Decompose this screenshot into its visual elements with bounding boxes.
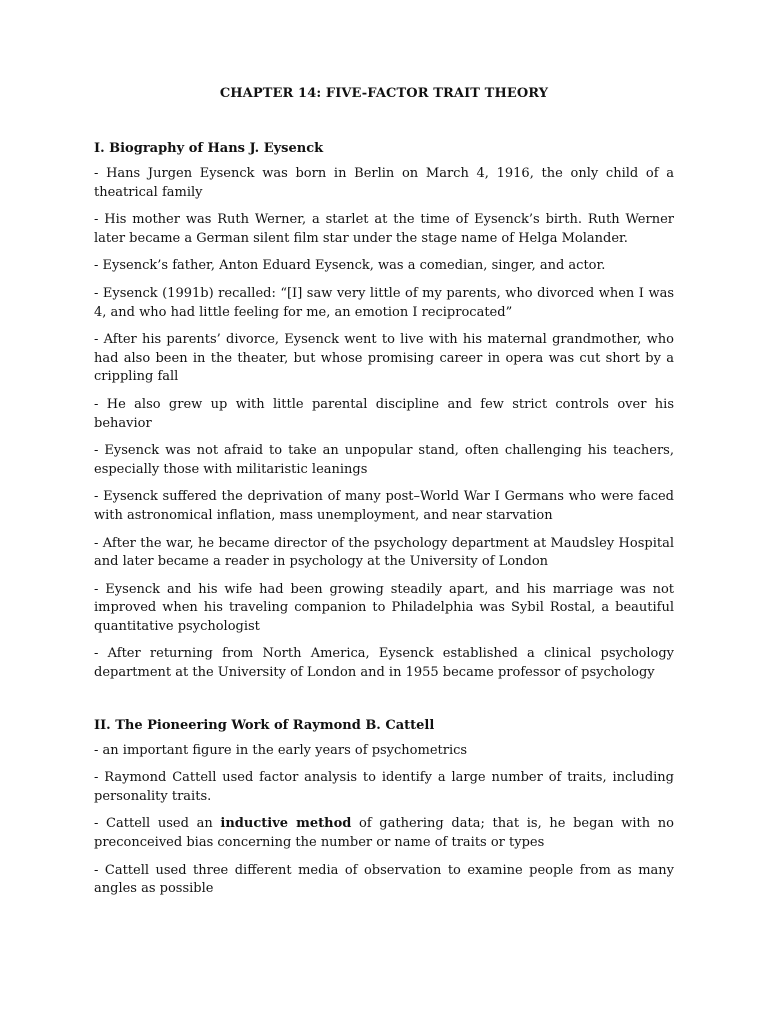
bullet-item: - Raymond Cattell used factor analysis to identify a large number of traits, including personality traits.	[94, 770, 674, 804]
bullet-text: of gathering data; that is, he began with no preconceived bias concerning the number or name of traits or types	[94, 816, 674, 851]
chapter-title: CHAPTER 14: FIVE-FACTOR TRAIT THEORY	[219, 86, 549, 101]
section-eysenck-biography	[94, 141, 674, 683]
bullet-item: - After his parents’ divorce, Eysenck went to live with his maternal grandmother, who had also been in the theater, but whose promising career in opera was cut short by a crippling fall	[94, 332, 674, 385]
section-heading: II. The Pioneering Work of Raymond B. Cattell	[94, 717, 435, 733]
section-cattell-work	[94, 718, 674, 899]
bullet-item: - After the war, he became director of the psychology department at Maudsley Hospital and later became a reader in psychology at the University of London	[94, 535, 674, 570]
bullet-item: - Eysenck (1991b) recalled: “[I] saw very little of my parents, who divorced when I was 4, and who had little feeling for me, an emotion I reciprocated”	[94, 285, 674, 320]
bullet-item: - Eysenck was not afraid to take an unpopular stand, often challenging his teachers, especially those with militaristic leanings	[94, 443, 674, 477]
bullet-item: - Eysenck suffered the deprivation of many post–World War I Germans who were faced with astronomical inflation, mass unemployment, and near starvation	[94, 489, 674, 523]
bullet-item: - After returning from North America, Eysenck established a clinical psychology department at the University of London and in 1955 became professor of psychology	[94, 646, 674, 681]
bullet-item: - He also grew up with little parental discipline and few strict controls over his behavior	[94, 396, 674, 431]
bullet-item: - Cattell used three different media of observation to examine people from as many angles as possible	[94, 862, 674, 897]
section-spacer	[94, 692, 674, 718]
bullet-item-inductive	[94, 815, 674, 852]
bullet-text: - Cattell used an	[94, 816, 221, 832]
bullet-item: - an important figure in the early years of psychometrics	[94, 742, 468, 758]
key-term: inductive method	[220, 816, 352, 832]
section-heading: I. Biography of Hans J. Eysenck	[94, 141, 324, 156]
document-page	[94, 86, 674, 908]
bullet-item: - Eysenck’s father, Anton Eduard Eysenck, was a comedian, singer, and actor.	[94, 258, 606, 274]
bullet-item: - Hans Jurgen Eysenck was born in Berlin on March 4, 1916, the only child of a theatrical family	[94, 166, 674, 200]
bullet-item: - His mother was Ruth Werner, a starlet at the time of Eysenck’s birth. Ruth Werner later became a German silent film star under the stage name of Helga Molander.	[94, 212, 674, 246]
bullet-item: - Eysenck and his wife had been growing steadily apart, and his marriage was not improved when his traveling companion to Philadelphia was Sybil Rostal, a beautiful quantitative psychologist	[94, 581, 674, 634]
